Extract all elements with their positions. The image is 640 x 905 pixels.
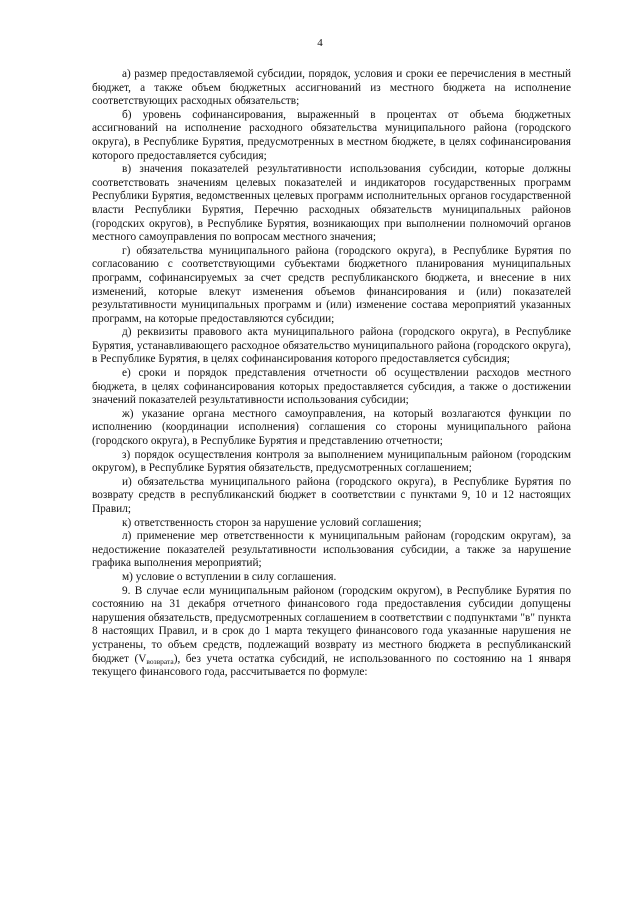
paragraph-b: б) уровень софинансирования, выраженный в процентах от объема бюджетных ассигнований на исполнение расходного обязательства муниципального района (городского округа), в Республике Бурятия, предусмотренных в местном бюджете, в целях софинансирования которого предоставляется субсидия; xyxy=(92,108,571,162)
page-number: 4 xyxy=(317,37,323,49)
paragraph-9 xyxy=(92,585,571,680)
paragraph-v: в) значения показателей результативности использования субсидии, которые должны соответствовать значениям целевых показателей и индикаторов государственных программ Республики Бурятия, ведомственных целевых программ исполнительных органов государственной власти Республики Бурятия, Перечню расходных обязательств муниципальных районов (городских округов), в Республике Бурятия, возникающих при выполнении полномочий органов местного самоуправления по вопросам местного значения; xyxy=(92,163,571,244)
paragraph-k: к) ответственность сторон за нарушение условий соглашения; xyxy=(122,516,422,529)
paragraph-e: е) сроки и порядок представления отчетности об осуществлении расходов местного бюджета, в целях софинансирования которых предоставляется субсидия, а также о достижении значений показателей результативности использования субсидии; xyxy=(92,367,571,407)
v-return-subscript: возврата xyxy=(146,656,174,666)
paragraph-d: д) реквизиты правового акта муниципального района (городского округа), в Республике Бурятия, устанавливающего расходное обязательство муниципального района (городского округа), в Республике Бурятия, в целях софинансирования которого предоставляется субсидия; xyxy=(92,326,571,366)
paragraph-m: м) условие о вступлении в силу соглашения. xyxy=(122,570,337,583)
paragraph-l: л) применение мер ответственности к муниципальным районам (городским округам), за недостижение показателей результативности использования субсидии, а также за нарушение графика выполнения мероприятий; xyxy=(92,530,571,570)
paragraph-g: г) обязательства муниципального района (городского округа), в Республике Бурятия по согласованию с соответствующими субъектами бюджетного планирования муниципальных программ, софинансируемых за счет средств республиканского бюджета, и внесение в них изменений, которые влекут изменения объемов финансирования и (или) показателей результативности муниципальных программ и (или) изменение состава мероприятий указанных программ, на которые предоставляются субсидии; xyxy=(92,244,571,325)
paragraph-a: а) размер предоставляемой субсидии, порядок, условия и сроки ее перечисления в местный бюджет, а также объем бюджетных ассигнований из местного бюджета на исполнение соответствующих расходных обязательств; xyxy=(92,68,571,108)
paragraph-zh: ж) указание органа местного самоуправления, на который возлагаются функции по исполнению (координации исполнения) соглашения со стороны муниципального района (городского округа), в Республике Бурятия и представлению отчетности; xyxy=(92,407,571,448)
paragraph-i: и) обязательства муниципального района (городского округа), в Республике Бурятия по возврату средств в республиканский бюджет в соответствии с пунктами 9, 10 и 12 настоящих Правил; xyxy=(92,475,571,515)
paragraph-9-text-end: ), без учета остатка субсидий, не использованного по состоянию на 1 января текущего финансового года, рассчитывается по формуле: xyxy=(92,652,571,679)
paragraph-z: з) порядок осуществления контроля за выполнением муниципальным районом (городским округом), в Республике Бурятия обязательств, предусмотренных соглашением; xyxy=(92,448,571,475)
document-body xyxy=(92,68,571,680)
paragraph-9-text-start: 9. В случае если муниципальным районом (городским округом), в Республике Бурятия по состоянию на 31 декабря отчетного финансового года предоставления субсидии допущены нарушения обязательств, предусмотренных соглашением в соответствии с подпунктами "в" пункта 8 настоящих Правил, и в срок до 1 марта текущего финансового года указанные нарушения не устранены, то объем средств, подлежащий возврату из местного бюджета в республиканский бюджет (V xyxy=(92,584,571,665)
